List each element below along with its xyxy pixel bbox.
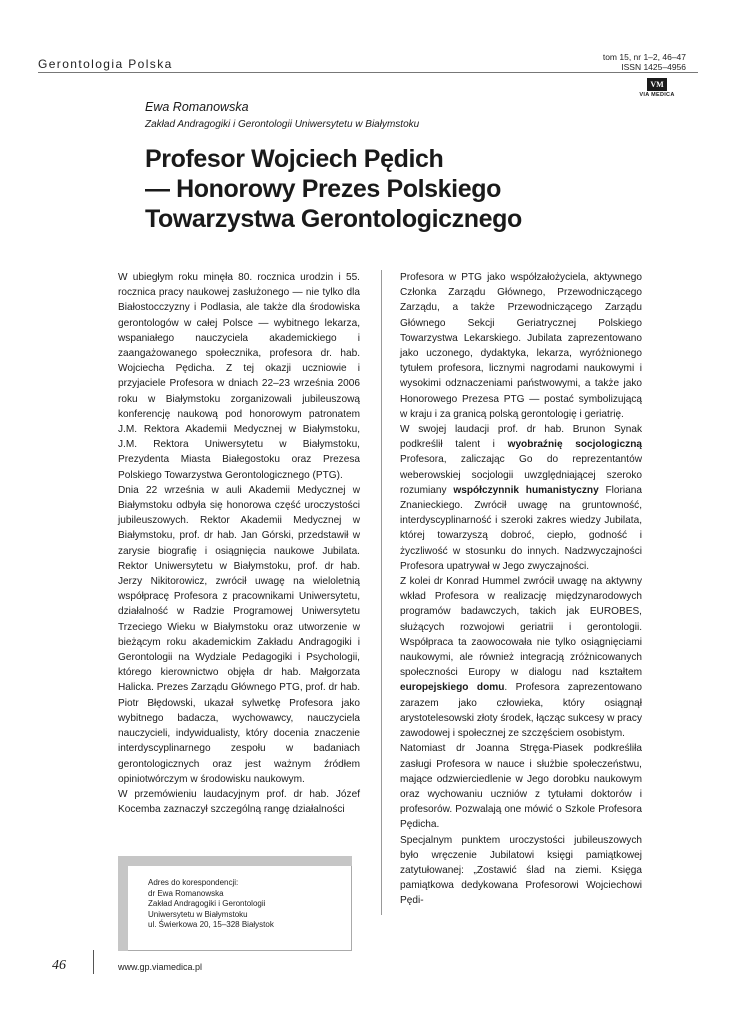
journal-url[interactable]: www.gp.viamedica.pl (118, 962, 203, 972)
paragraph: Dnia 22 września w auli Akademii Medycznej w Białymstoku odbyła się honorowa część uroczystości jubileuszowych. Rektor Akademii Medycznej w Białymstoku, prof. dr hab. Jan Górski, przedstawił w zarysie biografię i osiągnięcia naukowe Jubilata. Rektor Uniwersytetu w Białymstoku, prof. dr hab. Jerzy Nikitorowicz, zwrócił uwagę na wieloletnią współpracę Profesora z pracownikami Uniwersytetu, działalność w Radzie Programowej Uniwersytetu Trzeciego Wieku w Białymstoku oraz utworzenie w bieżącym roku akademickim Zakładu Andragogiki i Gerontologii na Wydziale Pedagogiki i Psychologii, którego kierownictwo objęła dr hab. Małgorzata Halicka. Prezes Zarządu Głównego PTG, prof. dr hab. Piotr Błędowski, ukazał sylwetkę Profesora jako wybitnego badacza, wychowawcy, nauczyciela nauczycieli, indywidualisty, który docenia znaczenie interdyscyplinarnego zespołu w badaniach gerontologicznych oraz jest ważnym źródłem opiniotwórczym w środowisku naukowym. (118, 484, 360, 785)
text-run: Profesora, zaliczając Go do reprezentantów weberowskiej socjologii uwzględniającej szeroko rozumiany (400, 454, 642, 496)
publisher-logo (630, 78, 684, 98)
text-column-left (118, 270, 360, 817)
title-line: Towarzystwa Gerontologicznego (145, 205, 522, 233)
address-line: dr Ewa Romanowska (148, 888, 224, 898)
bold-phrase: współczynnik humanistyczny (453, 484, 599, 496)
address-line: ul. Świerkowa 20, 15–328 Białystok (148, 920, 274, 929)
paragraph: W ubiegłym roku minęła 80. rocznica urodzin i 55. rocznica pracy naukowej zasłużonego — nie tylko dla Białostocczyzny i Podlasia, ale także dla środowiska gerontologów w całej Polsce — wybitnego lekarza, wspaniałego nauczyciela akademickiego i zaangażowanego społecznika, profesora dr. hab. Wojciecha Pędicha. Z tej okazji uczniowie i przyjaciele Profesora w dniach 22–23 września 2006 roku w Białymstoku zorganizowali jubileuszową konferencję naukową pod honorowym patronatem J.M. Rektora Akademii Medycznej w Białymstoku, J.M. Rektora Uniwersytetu w Białymstoku, Prezydenta Miasta Białegostoku oraz Prezesa Polskiego Towarzystwa Gerontologicznego (PTG). (118, 272, 360, 481)
address-line: Zakład Andragogiki i Gerontologii (148, 899, 266, 908)
paragraph: W przemówieniu laudacyjnym prof. dr hab. Józef Kocemba zaznaczył szczególną rangę działalności (118, 788, 360, 816)
paragraph: Profesora w PTG jako współzałożyciela, aktywnego Członka Zarządu Głównego, Przewodniczącego Zarządu, a także Przewodniczącego Zarządu Głównego Sekcji Geriatrycznej Polskiego Towarzystwa Lekarskiego. Jubilata zaprezentowano jako uczonego, dydaktyka, lekarza, wyróżnionego tytułem profesora, licznymi nagrodami naukowymi i wysokimi odznaczeniami państwowymi, a także jako Honorowego Prezesa PTG — postać symbolizującą w kraju i za granicą polską gerontologię i geriatrię. (400, 272, 642, 420)
paragraph (400, 422, 642, 574)
text-run: Floriana Znanieckiego. Zwrócił uwagę na gruntowność, interdyscyplinarność i szeroki zakres wiedzy Jubilata, której towarzyszą dobroć, ciepło, godność i życzliwość w stosunku do innych. Nadzwyczajności Profesora upatrywał w Jego zwyczajności. (400, 484, 642, 572)
paragraph (400, 574, 642, 741)
address-line: Uniwersytetu w Białymstoku (148, 909, 248, 919)
text-run: W swojej laudacji prof. dr hab. Brunon Synak podkreślił talent i (400, 424, 642, 451)
address-box-band-left (118, 856, 128, 951)
address-line: Adres do korespondencji: (148, 878, 239, 887)
bold-phrase: wyobraźnię socjologiczną (507, 439, 642, 451)
journal-name: Gerontologia Polska (38, 57, 173, 71)
correspondence-address (148, 878, 274, 931)
paragraph: Specjalnym punktem uroczystości jubileuszowych było wręczenie Jubilatowi księgi pamiątkowej zatytułowanej: „Zostawić ślad na ziemi. Księga pamiątkowa dedykowana Profesorowi Wojciechowi Pędi- (400, 834, 642, 907)
logo-text: VIA MEDICA (639, 92, 675, 98)
article-title (145, 144, 665, 234)
title-line: — Honorowy Prezes Polskiego (145, 175, 501, 203)
paragraph: Natomiast dr Joanna Stręga-Piasek podkreśliła zasługi Profesora w nauce i służbie społeczeństwu, mające odzwierciedlenie w Jego dorobku naukowym oraz wychowaniu uczniów z tytułami doktorów i profesorów. Pozwalają one mówić o Szkole Profesora Pędicha. (400, 743, 642, 831)
text-column-right (400, 270, 642, 909)
issue-info (603, 52, 686, 72)
bold-phrase: europejskiego domu (400, 682, 505, 694)
page-number: 46 (52, 958, 66, 973)
volume-line: tom 15, nr 1–2, 46–47 (602, 52, 686, 62)
header-rule (38, 72, 698, 73)
text-run: Z kolei dr Konrad Hummel zwrócił uwagę na aktywny wkład Profesora w realizację międzynarodowych programów badawczych, takich jak EUROBES, służących rozwojowi geriatrii i gerontologii. Współpraca ta zaowocowała nie tylko osiągnięciami naukowymi, ale również integracją zróżnicowanych społeczności Europy w dialogu nad kształtem (400, 576, 642, 679)
author-name: Ewa Romanowska (145, 100, 249, 114)
address-box-band-top (118, 856, 352, 866)
issn-line: ISSN 1425–4956 (621, 62, 686, 72)
text-run: . Profesora zaprezentowano zarazem jako człowieka, który osiągnął arystotelesowski złoty środek, łącząc sukcesy w pracy zawodowej i społecznej ze szczęściem osobistym. (400, 682, 642, 740)
logo-mark: VM (647, 78, 667, 91)
title-line: Profesor Wojciech Pędich (145, 145, 444, 173)
author-affiliation: Zakład Andragogiki i Gerontologii Uniwersytetu w Białymstoku (145, 119, 420, 130)
footer-rule (93, 950, 94, 974)
column-divider (381, 270, 382, 915)
